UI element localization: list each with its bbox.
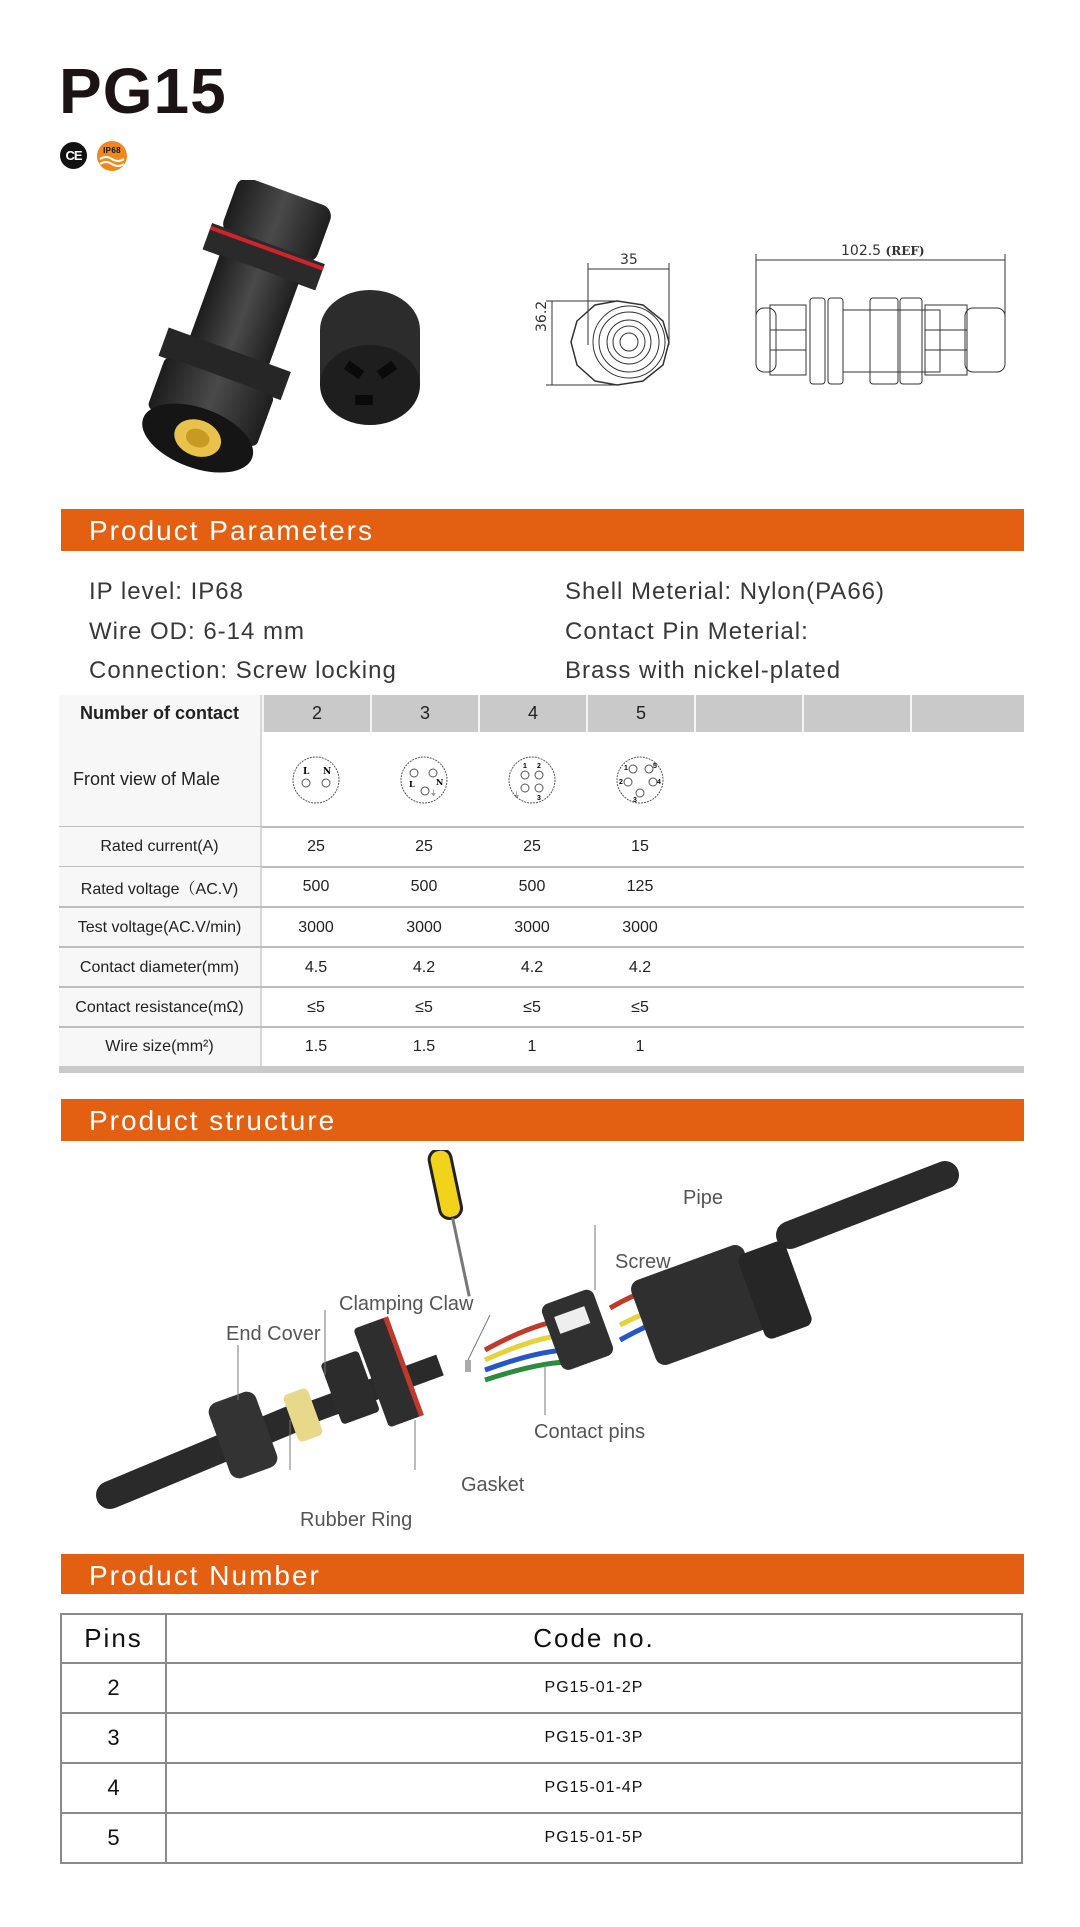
spec-row-label: Rated current(A) bbox=[59, 827, 262, 867]
spec-row bbox=[59, 1028, 1024, 1066]
spec-value: ≤5 bbox=[307, 998, 325, 1016]
section-title: Product Parameters bbox=[89, 515, 374, 546]
pin-label: 3 bbox=[537, 794, 541, 802]
front-view-drawing bbox=[530, 245, 690, 395]
spec-value: 125 bbox=[626, 878, 654, 895]
table-row bbox=[61, 1813, 1022, 1863]
pin-layout-4-icon bbox=[507, 755, 557, 805]
param-pin-material-value: Brass with nickel-plated bbox=[565, 657, 842, 684]
pin-label: L bbox=[303, 766, 310, 777]
param-ip-level: IP level: IP68 bbox=[89, 578, 244, 605]
table-row bbox=[61, 1763, 1022, 1813]
label-rubber-ring: Rubber Ring bbox=[300, 1509, 413, 1531]
pin-label: 3 bbox=[633, 796, 637, 804]
spec-row-label: Test voltage(AC.V/min) bbox=[59, 908, 262, 947]
spec-header-label: Number of contact bbox=[59, 695, 262, 732]
dimension-length-value: 102.5 bbox=[841, 243, 882, 259]
spec-value: 15 bbox=[631, 838, 649, 855]
side-view-drawing bbox=[750, 250, 1015, 400]
spec-value: 3000 bbox=[298, 918, 334, 936]
pin-label: 2 bbox=[619, 778, 623, 786]
pin-layout-3-icon bbox=[399, 755, 449, 805]
front-view-label: Front view of Male bbox=[59, 732, 262, 827]
spec-row bbox=[59, 948, 1024, 987]
pin-label: 5 bbox=[653, 762, 657, 770]
label-screw: Screw bbox=[615, 1251, 671, 1273]
spec-row-label: Wire size(mm²) bbox=[59, 1028, 262, 1066]
spec-value: 500 bbox=[518, 878, 546, 895]
contact-count-2: 2 bbox=[262, 695, 370, 732]
contact-count-empty bbox=[694, 695, 802, 732]
dimension-height: 36.2 bbox=[534, 300, 550, 332]
spec-value: 4.2 bbox=[412, 958, 436, 976]
pin-label: N bbox=[436, 776, 444, 787]
cable-right bbox=[790, 1175, 945, 1235]
contact-insert bbox=[320, 290, 420, 425]
pin-diagram-4 bbox=[478, 732, 586, 827]
spec-value: 3000 bbox=[622, 918, 658, 936]
pin-diagram-2 bbox=[262, 732, 370, 827]
code-value: PG15-01-5P bbox=[166, 1813, 1022, 1863]
contact-count-4: 4 bbox=[478, 695, 586, 732]
contact-pins-part bbox=[540, 1288, 616, 1373]
code-value: PG15-01-2P bbox=[166, 1663, 1022, 1713]
pins-value: 2 bbox=[61, 1663, 166, 1713]
spec-value: 4.2 bbox=[628, 958, 652, 976]
label-gasket: Gasket bbox=[461, 1474, 525, 1496]
table-bottom-bar bbox=[59, 1066, 1024, 1073]
pin-layout-5-icon bbox=[615, 755, 665, 805]
spec-value: ≤5 bbox=[631, 998, 649, 1016]
spec-value: 1 bbox=[527, 1038, 537, 1055]
dimension-length-note: (REF) bbox=[885, 244, 925, 258]
table-row bbox=[61, 1713, 1022, 1763]
dimension-length bbox=[841, 243, 925, 259]
pins-value: 4 bbox=[61, 1763, 166, 1813]
screw-part bbox=[465, 1360, 471, 1372]
header-pins: Pins bbox=[61, 1614, 166, 1663]
pins-value: 5 bbox=[61, 1813, 166, 1863]
spec-row-label: Rated voltage（AC.V) bbox=[59, 867, 262, 907]
spec-value: 25 bbox=[415, 838, 433, 855]
pin-diagram-5 bbox=[586, 732, 694, 827]
spec-row-label: Contact resistance(mΩ) bbox=[59, 988, 262, 1027]
pin-label: 4 bbox=[657, 778, 661, 786]
param-wire-od: Wire OD: 6-14 mm bbox=[89, 618, 306, 645]
label-end-cover: End Cover bbox=[226, 1323, 321, 1345]
section-header-number bbox=[61, 1554, 1024, 1594]
code-value: PG15-01-3P bbox=[166, 1713, 1022, 1763]
pin-label: N bbox=[323, 766, 332, 777]
section-header-parameters bbox=[61, 509, 1024, 551]
pin-layout-2-icon bbox=[291, 755, 341, 805]
pin-label: 1 bbox=[624, 764, 628, 772]
product-number-table bbox=[60, 1613, 1023, 1864]
structure-diagram bbox=[90, 1150, 990, 1550]
screwdriver-icon bbox=[427, 1150, 480, 1299]
spec-value: 3000 bbox=[514, 918, 550, 936]
code-value: PG15-01-4P bbox=[166, 1763, 1022, 1813]
dimension-width: 35 bbox=[620, 252, 638, 268]
pins-value: 3 bbox=[61, 1713, 166, 1763]
label-clamping-claw: Clamping Claw bbox=[339, 1293, 474, 1315]
contact-count-empty bbox=[910, 695, 1024, 732]
water-waves-icon bbox=[97, 141, 127, 171]
header-code: Code no. bbox=[166, 1614, 1022, 1663]
spec-value: 3000 bbox=[406, 918, 442, 936]
label-pipe: Pipe bbox=[683, 1187, 724, 1209]
spec-row bbox=[59, 827, 1024, 867]
spec-value: 4.5 bbox=[304, 958, 328, 976]
label-contact-pins: Contact pins bbox=[534, 1421, 646, 1443]
pin-label: 1 bbox=[523, 762, 527, 770]
pin-label: ⏚ bbox=[430, 788, 437, 797]
section-header-structure bbox=[61, 1099, 1024, 1141]
spec-value: 4.2 bbox=[520, 958, 544, 976]
section-title: Product structure bbox=[89, 1105, 337, 1136]
section-title: Product Number bbox=[89, 1560, 321, 1591]
spec-value: 500 bbox=[302, 878, 330, 895]
param-pin-material: Contact Pin Meterial: bbox=[565, 618, 809, 645]
table-row bbox=[61, 1663, 1022, 1713]
spec-row bbox=[59, 867, 1024, 907]
spec-value: 1.5 bbox=[304, 1038, 328, 1055]
ce-mark-icon: CE bbox=[60, 142, 87, 169]
product-number-header-row bbox=[61, 1614, 1022, 1663]
spec-value: 25 bbox=[523, 838, 541, 855]
product-title: PG15 bbox=[59, 55, 227, 127]
spec-value: ≤5 bbox=[415, 998, 433, 1016]
param-connection: Connection: Screw locking bbox=[89, 657, 397, 684]
contact-count-empty bbox=[802, 695, 910, 732]
contact-count-5: 5 bbox=[586, 695, 694, 732]
param-shell-material: Shell Meterial: Nylon(PA66) bbox=[565, 578, 886, 605]
product-photo bbox=[120, 180, 450, 480]
spec-value: ≤5 bbox=[523, 998, 541, 1016]
spec-header-row bbox=[59, 695, 1024, 732]
spec-value: 1 bbox=[635, 1038, 645, 1055]
spec-row-label: Contact diameter(mm) bbox=[59, 948, 262, 987]
end-cover-part bbox=[206, 1389, 280, 1481]
front-view-row bbox=[59, 732, 1024, 827]
spec-value: 500 bbox=[410, 878, 438, 895]
pin-label: L bbox=[409, 778, 415, 789]
spec-value: 1.5 bbox=[412, 1038, 436, 1055]
pin-label: 2 bbox=[537, 762, 541, 770]
spec-row bbox=[59, 988, 1024, 1027]
spec-value: 25 bbox=[307, 838, 325, 855]
pin-label: ⏚ bbox=[513, 791, 520, 799]
ip68-icon bbox=[97, 141, 127, 171]
pin-diagram-3 bbox=[370, 732, 478, 827]
spec-row bbox=[59, 908, 1024, 947]
contact-count-3: 3 bbox=[370, 695, 478, 732]
ip68-badge-text: IP68 bbox=[103, 146, 121, 155]
